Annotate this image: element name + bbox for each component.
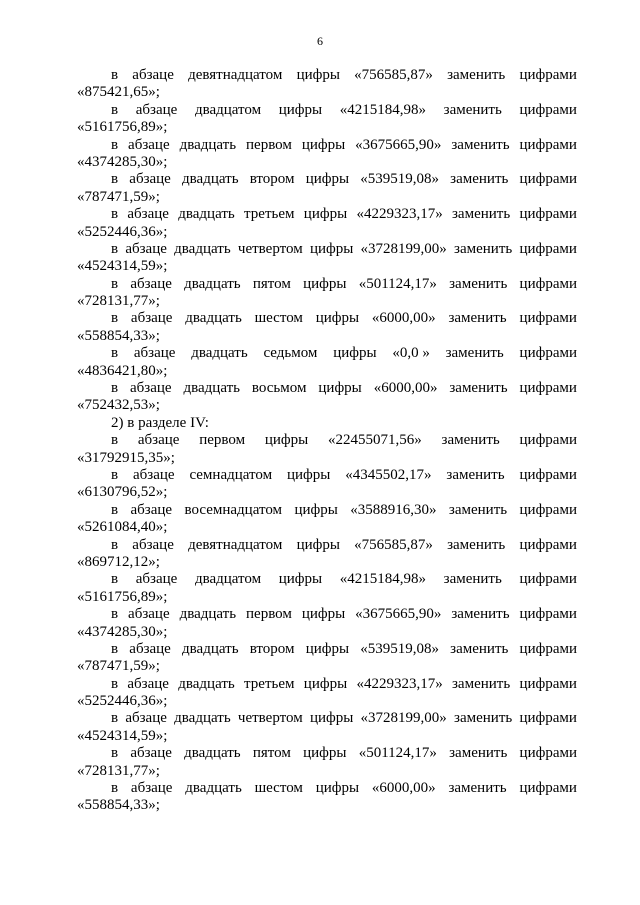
word: цифры	[309, 710, 354, 727]
word: цифрами	[519, 466, 577, 483]
word: цифрами	[519, 101, 577, 118]
paragraph-continuation-line: «728131,77»;	[77, 293, 160, 310]
word: заменить	[441, 432, 500, 449]
amendment-paragraph	[77, 171, 577, 206]
word: первом	[246, 606, 292, 623]
amendment-paragraph	[77, 415, 577, 432]
word: в	[111, 675, 119, 692]
word: «3588916,30»	[350, 501, 437, 518]
word: цифры	[303, 745, 347, 762]
word: абзаце	[128, 606, 170, 623]
word: цифры	[305, 640, 350, 657]
word: восемнадцатом	[184, 501, 283, 518]
word: цифрами	[519, 310, 577, 327]
amendment-paragraph	[77, 102, 577, 137]
paragraph-first-line	[77, 310, 577, 327]
word: в	[111, 67, 119, 83]
word: «6000,00»	[371, 780, 436, 797]
word: цифрами	[519, 745, 577, 762]
word: двадцатом	[194, 571, 262, 588]
paragraph-first-line	[77, 102, 577, 119]
paragraph-first-line	[77, 432, 577, 449]
word: семнадцатом	[189, 466, 273, 483]
word: цифры	[318, 380, 362, 397]
word: двадцать	[179, 136, 237, 153]
amendment-paragraph	[77, 67, 577, 102]
word: в	[111, 432, 119, 449]
word: абзаце	[129, 640, 171, 657]
word: в	[111, 345, 119, 362]
word: в	[111, 171, 119, 188]
word: абзаце	[130, 310, 173, 327]
word: «6000,00»	[373, 380, 438, 397]
word: цифрами	[519, 606, 577, 623]
word: в	[111, 206, 119, 223]
amendment-paragraph	[77, 241, 577, 276]
word: в	[111, 606, 119, 623]
word: абзаце	[130, 380, 172, 397]
word: цифры	[315, 780, 360, 797]
word: в	[111, 745, 119, 762]
word: «4229323,17»	[356, 675, 443, 692]
word: «501124,17»	[358, 745, 437, 762]
word: «4229323,17»	[356, 206, 443, 223]
word: двадцать	[185, 780, 242, 797]
word: цифрами	[519, 240, 577, 257]
word: абзаце	[130, 780, 173, 797]
word: цифры	[309, 240, 354, 257]
word: цифры	[303, 206, 348, 223]
word: цифрами	[519, 536, 577, 553]
amendment-paragraph	[77, 537, 577, 572]
word: «22455071,56»	[328, 432, 422, 449]
word: двадцать	[191, 345, 248, 362]
word: «4345502,17»	[345, 466, 432, 483]
word: заменить	[446, 466, 505, 483]
word: заменить	[448, 501, 508, 518]
word: третьем	[244, 675, 295, 692]
word: заменить	[450, 171, 509, 188]
amendment-paragraph	[77, 571, 577, 606]
word: заменить	[448, 780, 507, 797]
word: заменить	[451, 136, 510, 153]
amendment-paragraph	[77, 676, 577, 711]
paragraph-first-line	[77, 467, 577, 484]
word: цифрами	[519, 206, 577, 223]
word: в	[111, 101, 119, 118]
amendment-paragraph	[77, 710, 577, 745]
word: «4215184,98»	[339, 101, 426, 118]
paragraph-first-line	[77, 241, 577, 258]
paragraph-continuation-line: «5252446,36»;	[77, 223, 168, 240]
paragraph-first-line	[77, 571, 577, 588]
word: цифрами	[519, 501, 577, 518]
word: «539519,08»	[360, 171, 439, 188]
amendment-paragraph	[77, 310, 577, 345]
word: цифры	[278, 101, 323, 118]
amendment-paragraph	[77, 606, 577, 641]
paragraph-first-line	[77, 502, 577, 519]
paragraph-continuation-line: «4836421,80»;	[77, 362, 168, 379]
word: абзаце	[132, 536, 174, 553]
amendment-paragraph	[77, 380, 577, 415]
word: цифры	[278, 571, 323, 588]
word: двадцать	[182, 171, 239, 188]
word: цифрами	[519, 380, 577, 397]
paragraph-continuation-line: «5252446,36»;	[77, 693, 168, 710]
word: втором	[249, 171, 295, 188]
word: заменить	[445, 345, 504, 362]
paragraph-continuation-line: «787471,59»;	[77, 188, 160, 205]
word: в	[111, 571, 119, 588]
word: цифры	[296, 536, 340, 553]
page-number: 6	[317, 34, 323, 48]
section-heading: 2) в разделе IV:	[111, 414, 209, 431]
word: абзаце	[125, 710, 167, 727]
word: цифрами	[519, 136, 577, 153]
word: заменить	[449, 745, 508, 762]
paragraph-continuation-line: «787471,59»;	[77, 658, 160, 675]
word: двадцать	[174, 240, 231, 257]
word: двадцать	[178, 675, 235, 692]
word: в	[111, 780, 119, 797]
word: цифры	[301, 606, 346, 623]
word: двадцатом	[194, 101, 262, 118]
paragraph-first-line	[77, 137, 577, 154]
word: цифры	[264, 432, 309, 449]
word: абзаце	[127, 206, 169, 223]
amendment-paragraph	[77, 276, 577, 311]
word: девятнадцатом	[188, 536, 283, 553]
word: седьмом	[263, 345, 318, 362]
word: абзаце	[125, 240, 167, 257]
word: в	[111, 380, 119, 397]
paragraph-first-line	[77, 206, 577, 223]
word: абзаце	[132, 67, 174, 83]
paragraph-continuation-line: «728131,77»;	[77, 762, 160, 779]
paragraph-first-line	[77, 780, 577, 797]
amendment-paragraph	[77, 467, 577, 502]
word: цифры	[294, 501, 338, 518]
word: втором	[249, 640, 295, 657]
amendment-paragraph	[77, 641, 577, 676]
word: цифрами	[519, 640, 577, 657]
word: цифры	[287, 466, 331, 483]
word: цифрами	[519, 780, 577, 797]
word: заменить	[443, 101, 502, 118]
word: «756585,87»	[354, 536, 433, 553]
paragraph-continuation-line: «752432,53»;	[77, 397, 160, 414]
word: цифрами	[519, 675, 577, 692]
word: двадцать	[182, 640, 239, 657]
word: цифрами	[519, 345, 577, 362]
word: цифры	[301, 136, 346, 153]
word: «3728199,00»	[360, 710, 447, 727]
word: цифрами	[519, 710, 577, 727]
paragraph-first-line	[77, 606, 577, 623]
word: цифры	[303, 275, 347, 292]
word: заменить	[447, 67, 506, 83]
word: в	[111, 240, 119, 257]
word: пятом	[252, 745, 291, 762]
word: четвертом	[237, 240, 303, 257]
word: двадцать	[184, 745, 241, 762]
word: заменить	[450, 640, 509, 657]
paragraph-first-line	[77, 537, 577, 554]
word: «6000,00»	[371, 310, 436, 327]
word: в	[111, 501, 119, 518]
amendment-paragraph	[77, 137, 577, 172]
amendment-paragraph	[77, 206, 577, 241]
word: абзаце	[127, 675, 169, 692]
word: в	[111, 136, 119, 153]
word: абзаце	[130, 745, 172, 762]
document-body	[77, 67, 577, 815]
paragraph-continuation-line: «5261084,40»;	[77, 519, 168, 536]
word: цифрами	[519, 432, 577, 449]
word: заменить	[447, 536, 506, 553]
word: цифрами	[519, 571, 577, 588]
paragraph-first-line	[77, 676, 577, 693]
word: третьем	[244, 206, 295, 223]
amendment-paragraph	[77, 745, 577, 780]
word: абзаце	[135, 571, 178, 588]
word: заменить	[449, 380, 508, 397]
word: «3675665,90»	[355, 136, 442, 153]
paragraph-first-line	[77, 276, 577, 293]
word: первом	[246, 136, 292, 153]
word: двадцать	[184, 275, 241, 292]
word: заменить	[452, 675, 511, 692]
word: цифрами	[519, 171, 577, 188]
word: абзаце	[130, 275, 172, 292]
word: заменить	[449, 275, 508, 292]
paragraph-first-line	[77, 710, 577, 727]
word: «3728199,00»	[360, 240, 447, 257]
word: в	[111, 310, 119, 327]
paragraph-continuation-line: «5161756,89»;	[77, 119, 168, 136]
word: шестом	[254, 310, 303, 327]
word: восьмом	[251, 380, 307, 397]
paragraph-continuation-line: «558854,33»;	[77, 797, 160, 814]
word: цифры	[333, 345, 377, 362]
amendment-paragraph	[77, 780, 577, 815]
word: в	[111, 536, 119, 553]
word: заменить	[451, 606, 510, 623]
paragraph-continuation-line: «31792915,35»;	[77, 449, 175, 466]
word: заменить	[454, 710, 513, 727]
paragraph-continuation-line: «5161756,89»;	[77, 588, 168, 605]
word: заменить	[452, 206, 511, 223]
word: абзаце	[130, 501, 173, 518]
word: абзаце	[132, 466, 175, 483]
paragraph-continuation-line: «4374285,30»;	[77, 153, 168, 170]
word: двадцать	[174, 710, 231, 727]
word: в	[111, 640, 119, 657]
word: пятом	[252, 275, 291, 292]
word: заменить	[454, 240, 513, 257]
word: заменить	[448, 310, 507, 327]
paragraph-first-line	[77, 67, 577, 84]
paragraph-continuation-line: «4374285,30»;	[77, 623, 168, 640]
word: абзаце	[129, 171, 171, 188]
word: в	[111, 710, 119, 727]
word: девятнадцатом	[188, 67, 283, 83]
paragraph-first-line	[77, 171, 577, 188]
word: заменить	[443, 571, 502, 588]
word: абзаце	[135, 101, 178, 118]
word: цифры	[305, 171, 350, 188]
word: абзаце	[137, 432, 180, 449]
paragraph-continuation-line: «869712,12»;	[77, 553, 160, 570]
amendment-paragraph	[77, 502, 577, 537]
paragraph-continuation-line: «6130796,52»;	[77, 484, 168, 501]
word: «756585,87»	[354, 67, 433, 83]
word: цифры	[303, 675, 348, 692]
word: двадцать	[183, 380, 240, 397]
paragraph-first-line	[77, 641, 577, 658]
word: «501124,17»	[358, 275, 437, 292]
paragraph-continuation-line: «875421,65»;	[77, 84, 160, 101]
paragraph-first-line	[77, 745, 577, 762]
word: двадцать	[178, 206, 235, 223]
word: «3675665,90»	[355, 606, 442, 623]
amendment-paragraph	[77, 432, 577, 467]
amendment-paragraph	[77, 345, 577, 380]
paragraph-continuation-line: «4524314,59»;	[77, 258, 168, 275]
word: в	[111, 466, 119, 483]
word: первом	[199, 432, 246, 449]
word: абзаце	[133, 345, 176, 362]
word: шестом	[254, 780, 303, 797]
word: «539519,08»	[360, 640, 439, 657]
word: четвертом	[237, 710, 303, 727]
word: «0,0 »	[392, 345, 430, 362]
paragraph-first-line	[77, 380, 577, 397]
paragraph-continuation-line: «558854,33»;	[77, 327, 160, 344]
paragraph-first-line	[77, 345, 577, 362]
word: двадцать	[185, 310, 242, 327]
word: цифры	[296, 67, 340, 83]
word: цифрами	[519, 67, 577, 83]
word: «4215184,98»	[339, 571, 426, 588]
word: цифры	[315, 310, 360, 327]
word: цифрами	[519, 275, 577, 292]
paragraph-continuation-line: «4524314,59»;	[77, 727, 168, 744]
word: в	[111, 275, 119, 292]
word: двадцать	[179, 606, 237, 623]
word: абзаце	[128, 136, 170, 153]
